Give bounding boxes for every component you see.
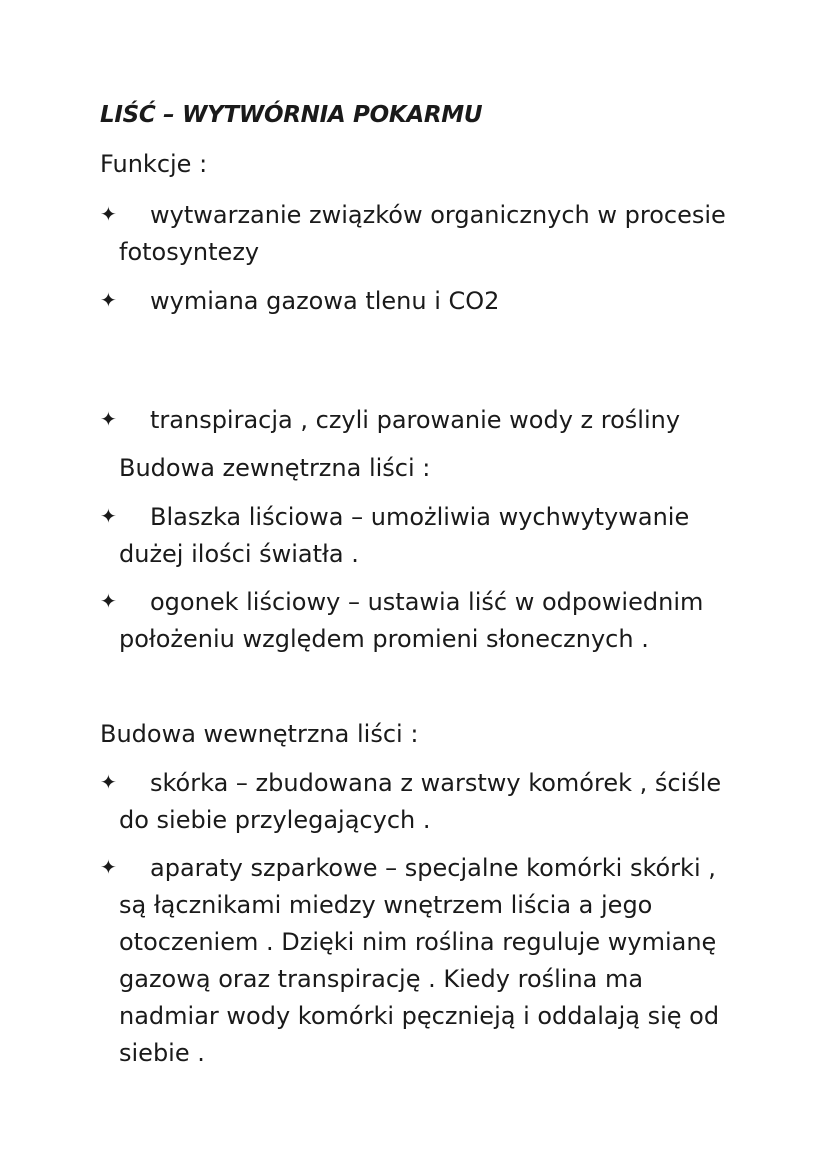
external-structure-heading: Budowa zewnętrzna liści : (119, 454, 431, 482)
functions-heading: Funkcje : (100, 150, 208, 178)
list-item-continuation: dużej ilości światła . (119, 540, 359, 568)
four-point-star-icon: ✦ (100, 589, 117, 613)
four-point-star-icon: ✦ (100, 288, 117, 312)
four-point-star-icon: ✦ (100, 407, 117, 431)
page-title: LIŚĆ – WYTWÓRNIA POKARMU (100, 102, 483, 128)
four-point-star-icon: ✦ (100, 504, 117, 528)
list-item (100, 583, 740, 658)
list-item (100, 401, 740, 439)
four-point-star-icon: ✦ (100, 770, 117, 794)
four-point-star-icon: ✦ (100, 202, 117, 226)
list-item-continuation: fotosyntezy (119, 238, 260, 266)
list-item-text: ogonek liściowy – ustawia liść w odpowiednim (150, 588, 704, 616)
list-item-text: Blaszka liściowa – umożliwia wychwytywanie (150, 503, 690, 531)
list-item-continuation: do siebie przylegających . (119, 806, 431, 834)
list-item-continuation: położeniu względem promieni słonecznych . (119, 625, 649, 653)
internal-structure-heading: Budowa wewnętrzna liści : (100, 720, 419, 748)
list-item-text: skórka – zbudowana z warstwy komórek , ściśle (150, 769, 722, 797)
list-item (100, 282, 740, 320)
list-item (100, 764, 740, 839)
list-item (100, 498, 740, 573)
list-item-text: aparaty szparkowe – specjalne komórki skórki , (150, 854, 716, 882)
list-item-text: transpiracja , czyli parowanie wody z rośliny (150, 406, 681, 434)
list-item (100, 196, 740, 271)
list-item-continuation: są łącznikami miedzy wnętrzem liścia a jego otoczeniem . Dzięki nim roślina reguluje wymianę gazową oraz transpirację . Kiedy roślina ma nadmiar wody komórki pęcznieją i oddalają się od siebie . (119, 891, 720, 1067)
list-item-text: wytwarzanie związków organicznych w procesie (150, 201, 726, 229)
four-point-star-icon: ✦ (100, 855, 117, 879)
list-item (100, 849, 730, 1072)
list-item-text: wymiana gazowa tlenu i CO2 (150, 287, 500, 315)
